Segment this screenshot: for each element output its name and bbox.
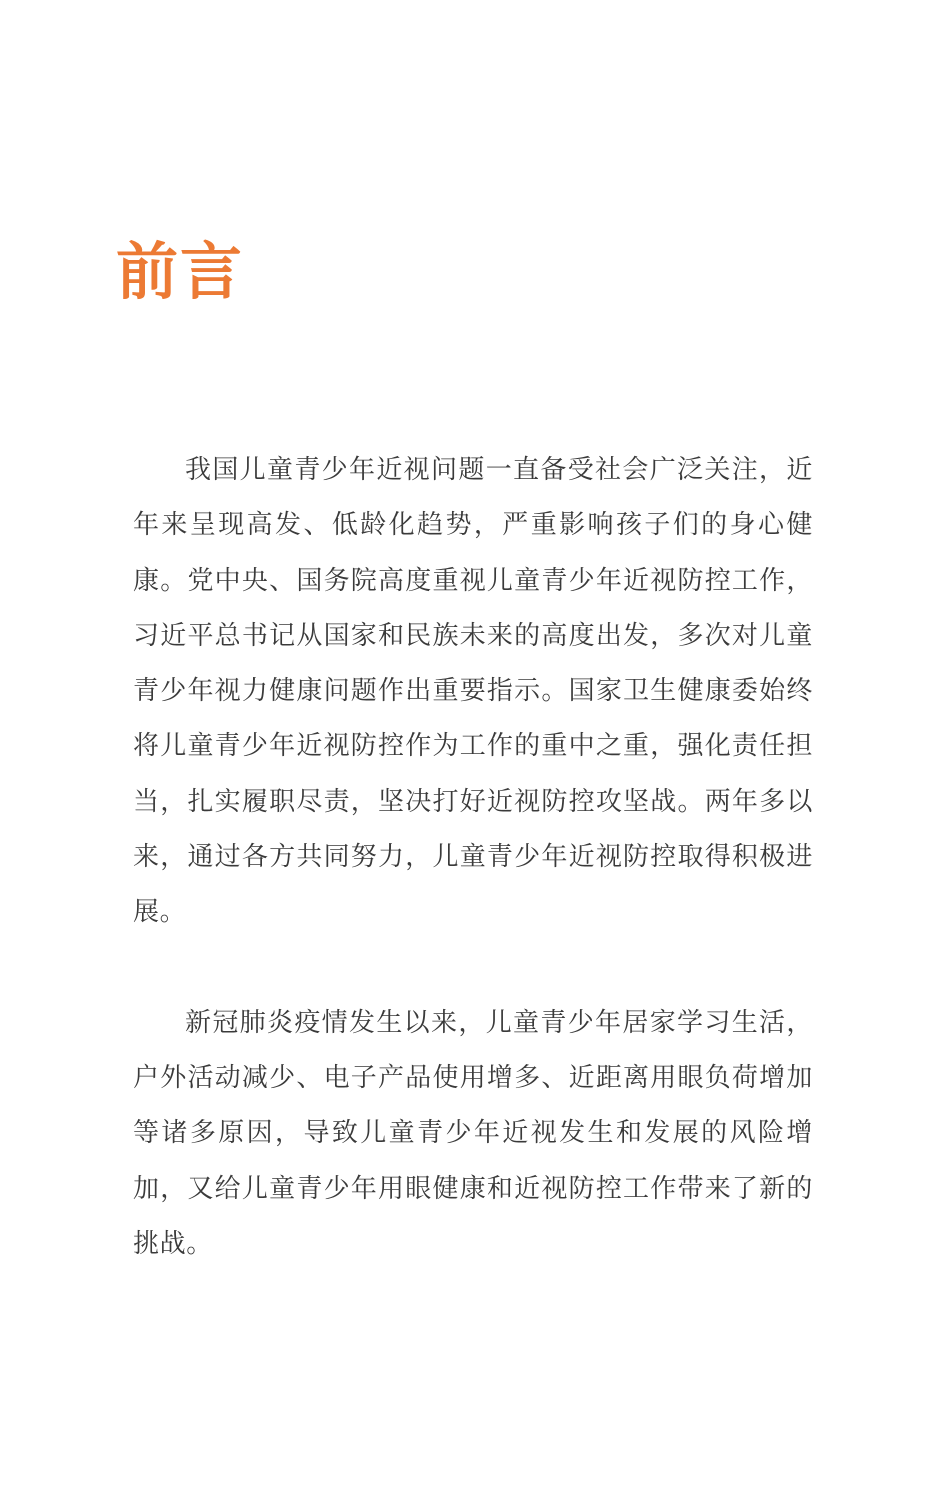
paragraph-2: 新冠肺炎疫情发生以来，儿童青少年居家学习生活，户外活动减少、电子产品使用增多、近距离用眼负荷增加等诸多原因，导致儿童青少年近视发生和发展的风险增加，又给儿童青少年用眼健康和近视防控工作带来了新的挑战。 bbox=[133, 1007, 813, 1259]
paragraph-1: 我国儿童青少年近视问题一直备受社会广泛关注，近年来呈现高发、低龄化趋势，严重影响孩子们的身心健康。党中央、国务院高度重视儿童青少年近视防控工作，习近平总书记从国家和民族未来的高度出发，多次对儿童青少年视力健康问题作出重要指示。国家卫生健康委始终将儿童青少年近视防控作为工作的重中之重，强化责任担当，扎实履职尽责，坚决打好近视防控攻坚战。两年多以来，通过各方共同努力，儿童青少年近视防控取得积极进展。 bbox=[133, 455, 813, 928]
body-text bbox=[133, 443, 813, 1272]
page-title: 前言 bbox=[116, 235, 245, 308]
